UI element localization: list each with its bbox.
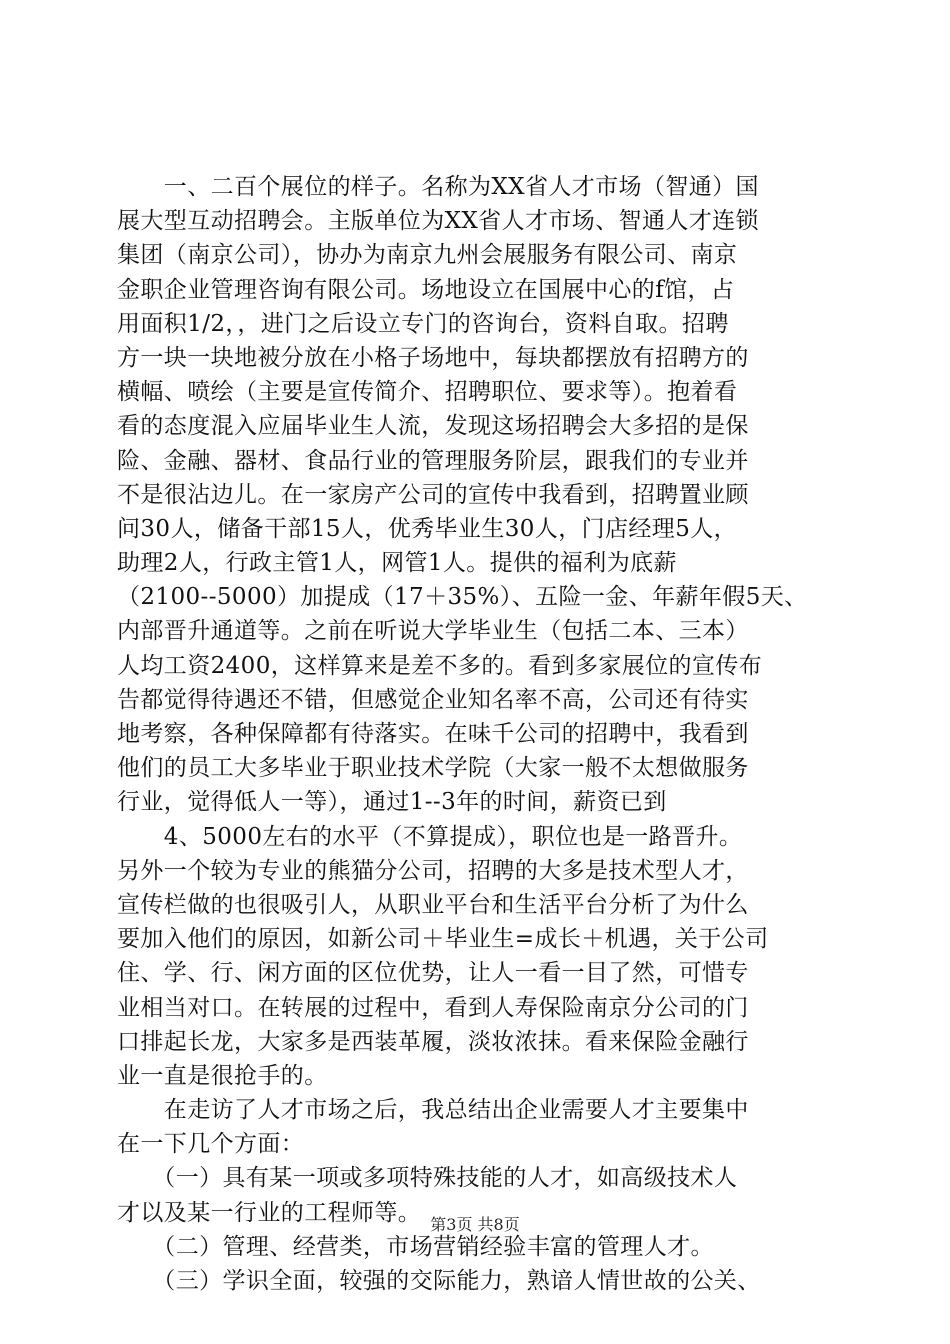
text-line: 才以及某一行业的工程师等。 [117, 1199, 422, 1226]
text-line: 助理2人，行政主管1人，网管1人。提供的福利为底薪 [117, 550, 677, 577]
text-line: 他们的员工大多毕业于职业技术学院（大家一般不太想做服务 [117, 755, 749, 782]
text-line: 人均工资2400，这样算来是差不多的。看到多家展位的宣传布 [117, 652, 763, 679]
text-line: 要加入他们的原因，如新公司＋毕业生=成长＋机遇，关于公司 [117, 926, 769, 953]
text-line: 不是很沾边儿。在一家房产公司的宣传中我看到，招聘置业顾 [117, 481, 749, 508]
text-line: 宣传栏做的也很吸引人，从职业平台和生活平台分析了为什么 [117, 891, 749, 918]
text-line: 用面积1/2，，进门之后设立专门的咨询台，资料自取。招聘 [117, 310, 729, 337]
text-line: 另外一个较为专业的熊猫分公司，招聘的大多是技术型人才， [117, 857, 749, 884]
text-line: 地考察，各种保障都有待落实。在味千公司的招聘中，我看到 [117, 721, 749, 747]
text-line: 业一直是很抢手的。 [117, 1062, 328, 1089]
text-line: （一）具有某一项或多项特殊技能的人才，如高级技术人 [117, 1165, 738, 1192]
text-line: 在一下几个方面： [117, 1131, 305, 1158]
text-line: 方一块一块地被分放在小格子场地中，每块都摆放有招聘方的 [117, 344, 749, 371]
text-line: 展大型互动招聘会。主版单位为XX省人才市场、智通人才连锁 [117, 208, 759, 235]
text-line: 在走访了人才市场之后，我总结出企业需要人才主要集中 [117, 1097, 749, 1124]
body-text [117, 170, 839, 1298]
text-line: 行业，觉得低人一等），通过1--3年的时间，薪资已到 [117, 789, 667, 816]
text-line: 告都觉得待遇还不错，但感觉企业知名率不高，公司还有待实 [117, 686, 749, 713]
text-line: 金职企业管理咨询有限公司。场地设立在国展中心的f馆，占 [117, 276, 735, 303]
text-line: （三）学识全面，较强的交际能力，熟谙人情世故的公关、 [117, 1268, 761, 1294]
text-line: （2100--5000）加提成（17＋35%）、五险一金、年薪年假5天、 [117, 584, 808, 611]
text-line: 看的态度混入应届毕业生人流，发现这场招聘会大多招的是保 [117, 413, 749, 440]
text-line: 业相当对口。在转展的过程中，看到人寿保险南京分公司的门 [117, 994, 749, 1021]
text-line: 口排起长龙，大家多是西装革履，淡妆浓抹。看来保险金融行 [117, 1028, 749, 1055]
text-line: 住、学、行、闲方面的区位优势，让人一看一目了然，可惜专 [117, 960, 749, 987]
page-footer [0, 1215, 950, 1235]
text-line: 险、金融、器材、食品行业的管理服务阶层，跟我们的专业并 [117, 447, 749, 474]
text-line: 横幅、喷绘（主要是宣传简介、招聘职位、要求等）。抱着看 [117, 379, 738, 406]
text-line: 4、5000左右的水平（不算提成），职位也是一路晋升。 [117, 823, 743, 850]
text-line: 一、二百个展位的样子。名称为XX省人才市场（智通）国 [117, 174, 759, 200]
text-line: （二）管理、经营类，市场营销经验丰富的管理人才。 [117, 1233, 714, 1260]
text-line: 问30人，储备干部15人，优秀毕业生30人，门店经理5人， [117, 515, 738, 542]
text-line: 内部晋升通道等。之前在听说大学毕业生（包括二本、三本） [117, 618, 749, 645]
text-line: 集团（南京公司），协办为南京九州会展服务有限公司、南京 [117, 242, 738, 269]
page-number-label: 第3页 共8页 [430, 1215, 520, 1234]
